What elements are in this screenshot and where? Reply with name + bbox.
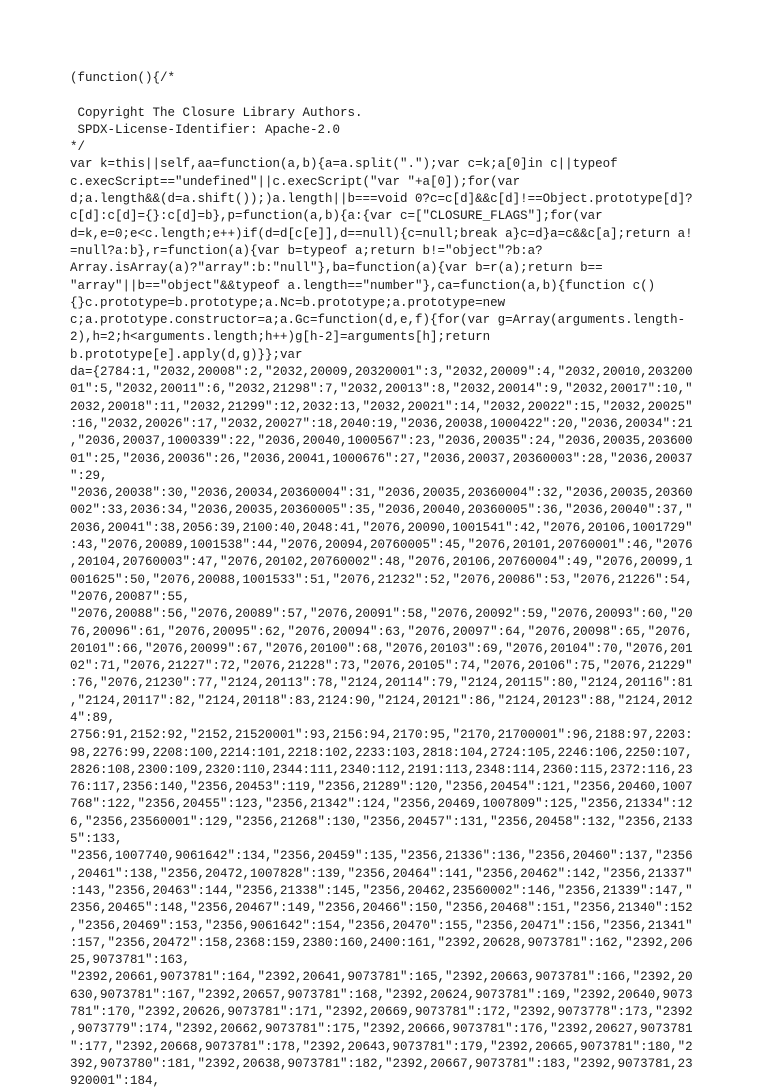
code-line: 01":25,"2036,20036":26,"2036,20041,1000676":27,"2036,20037,20360003":28,"2036,20037 [70,451,693,466]
code-line: 2032,20018":11,"2032,21299":12,2032:13,"2032,20021":14,"2032,20022":15,"2032,20025" [70,399,693,414]
code-line: 2826:108,2300:109,2320:110,2344:111,2340:112,2191:113,2348:114,2360:115,2372:116,23 [70,762,693,777]
code-line: :143,"2356,20463":144,"2356,21338":145,"2356,20462,23560002":146,"2356,21339":147," [70,883,693,898]
code-line: ,20461":138,"2356,20472,1007828":139,"2356,20464":141,"2356,20462":142,"2356,21337" [70,866,693,881]
code-line: 01":5,"2032,20011":6,"2032,21298":7,"2032,20013":8,"2032,20014":9,"2032,20017":10," [70,382,693,397]
code-line: 001625":50,"2076,20088,1001533":51,"2076,21232":52,"2076,20086":53,"2076,21226":54, [70,572,693,587]
code-line: da={2784:1,"2032,20008":2,"2032,20009,20320001":3,"2032,20009":4,"2032,20010,203200 [70,365,693,380]
code-line: =null?a:b},r=function(a){var b=typeof a;return b!="object"?b:a? [70,243,543,258]
code-line: 630,9073781":167,"2392,20657,9073781":168,"2392,20624,9073781":169,"2392,20640,9073 [70,987,693,1002]
code-line: */ [70,140,86,155]
code-line: "2036,20038":30,"2036,20034,20360004":31,"2036,20035,20360004":32,"2036,20035,20360 [70,486,693,501]
code-line: 6,"2356,23560001":129,"2356,21268":130,"2356,20457":131,"2356,20458":132,"2356,2133 [70,814,693,829]
code-line: 781":170,"2392,20626,9073781":171,"2392,20669,9073781":172,"2392,9073778":173,"2392 [70,1005,693,1020]
code-line: :157,"2356,20472":158,2368:159,2380:160,2400:161,"2392,20628,9073781":162,"2392,206 [70,935,693,950]
code-line: 2036,20041":38,2056:39,2100:40,2048:41,"2076,20090,1001541":42,"2076,20106,1001729" [70,520,693,535]
code-line: SPDX-License-Identifier: Apache-2.0 [70,122,341,137]
code-line: ":29, [70,468,108,483]
code-line: d;a.length&&(d=a.shift());)a.length||b===void 0?c=c[d]&&c[d]!==Object.prototype[d]? [70,192,693,207]
code-line: 392,9073780":181,"2392,20638,9073781":182,"2392,20667,9073781":183,"2392,9073781,23 [70,1056,693,1071]
code-line: c;a.prototype.constructor=a;a.Gc=function(d,e,f){for(var g=Array(arguments.length- [70,313,686,328]
code-line: :16,"2032,20026":17,"2032,20027":18,2040:19,"2036,20038,1000422":20,"2036,20034":21 [70,416,693,431]
code-line: :43,"2076,20089,1001538":44,"2076,20094,20760005":45,"2076,20101,20760001":46,"2076 [70,538,693,553]
code-line: var k=this||self,aa=function(a,b){a=a.split(".");var c=k;a[0]in c||typeof [70,157,618,172]
code-line: b.prototype[e].apply(d,g)}};var [70,347,303,362]
code-line: ,"2124,20117":82,"2124,20118":83,2124:90,"2124,20121":86,"2124,20123":88,"2124,2012 [70,693,693,708]
code-line: ":177,"2392,20668,9073781":178,"2392,20643,9073781":179,"2392,20665,9073781":180,"2 [70,1039,693,1054]
code-line: ,"2036,20037,1000339":22,"2036,20040,1000567":23,"2036,20035":24,"2036,20035,203600 [70,434,693,449]
code-line: ,"2356,20469":153,"2356,9061642":154,"2356,20470":155,"2356,20471":156,"2356,21341" [70,918,693,933]
code-line: :76,"2076,21230":77,"2124,20113":78,"2124,20114":79,"2124,20115":80,"2124,20116":81 [70,676,693,691]
code-line: "2392,20661,9073781":164,"2392,20641,9073781":165,"2392,20663,9073781":166,"2392,20 [70,970,693,985]
code-text-block [70,70,698,1091]
code-line: {}c.prototype=b.prototype;a.Nc=b.prototype;a.prototype=new [70,295,506,310]
code-line: Copyright The Closure Library Authors. [70,105,363,120]
code-line: 5":133, [70,832,123,847]
code-line: 02":71,"2076,21227":72,"2076,21228":73,"2076,20105":74,"2076,20106":75,"2076,21229" [70,659,693,674]
code-line: 002":33,2036:34,"2036,20035,20360005":35,"2036,20040,20360005":36,"2036,20040":37," [70,503,693,518]
code-line: Array.isArray(a)?"array":b:"null"},ba=function(a){var b=r(a);return b== [70,261,603,276]
code-line: 98,2276:99,2208:100,2214:101,2218:102,2233:103,2818:104,2724:105,2246:106,2250:107, [70,745,693,760]
code-line: ,20104,20760003":47,"2076,20102,20760002":48,"2076,20106,20760004":49,"2076,20099,1 [70,555,693,570]
code-line: c[d]:c[d]={}:c[d]=b},p=function(a,b){a:{var c=["CLOSURE_FLAGS"];for(var [70,209,603,224]
code-line: "2356,1007740,9061642":134,"2356,20459":135,"2356,21336":136,"2356,20460":137,"2356 [70,849,693,864]
code-line: 920001":184, [70,1074,161,1089]
code-line: 25,9073781":163, [70,953,191,968]
code-line: "2076,20088":56,"2076,20089":57,"2076,20091":58,"2076,20092":59,"2076,20093":60,"20 [70,607,693,622]
code-line: d=k,e=0;e<c.length;e++)if(d=d[c[e]],d==null){c=null;break a}c=d}a=c&&c[a];return a! [70,226,693,241]
code-line: 2356,20465":148,"2356,20467":149,"2356,20466":150,"2356,20468":151,"2356,21340":152 [70,901,693,916]
code-line: 768":122,"2356,20455":123,"2356,21342":124,"2356,20469,1007809":125,"2356,21334":12 [70,797,693,812]
code-line: "array"||b=="object"&&typeof a.length=="number"},ca=function(a,b){function c() [70,278,656,293]
code-line: 2),h=2;h<arguments.length;h++)g[h-2]=arguments[h];return [70,330,491,345]
code-line: 76,20096":61,"2076,20095":62,"2076,20094":63,"2076,20097":64,"2076,20098":65,"2076, [70,624,693,639]
code-line: c.execScript=="undefined"||c.execScript("var "+a[0]);for(var [70,174,521,189]
code-line: 2756:91,2152:92,"2152,21520001":93,2156:94,2170:95,"2170,21700001":96,2188:97,2203: [70,728,693,743]
code-line: 20101":66,"2076,20099":67,"2076,20100":68,"2076,20103":69,"2076,20104":70,"2076,201 [70,641,693,656]
code-line: 76:117,2356:140,"2356,20453":119,"2356,21289":120,"2356,20454":121,"2356,20460,1007 [70,780,693,795]
code-line: 4":89, [70,710,116,725]
code-line: ,9073779":174,"2392,20662,9073781":175,"2392,20666,9073781":176,"2392,20627,9073781 [70,1022,693,1037]
code-line: "2076,20087":55, [70,589,191,604]
code-line: (function(){/* [70,71,176,85]
